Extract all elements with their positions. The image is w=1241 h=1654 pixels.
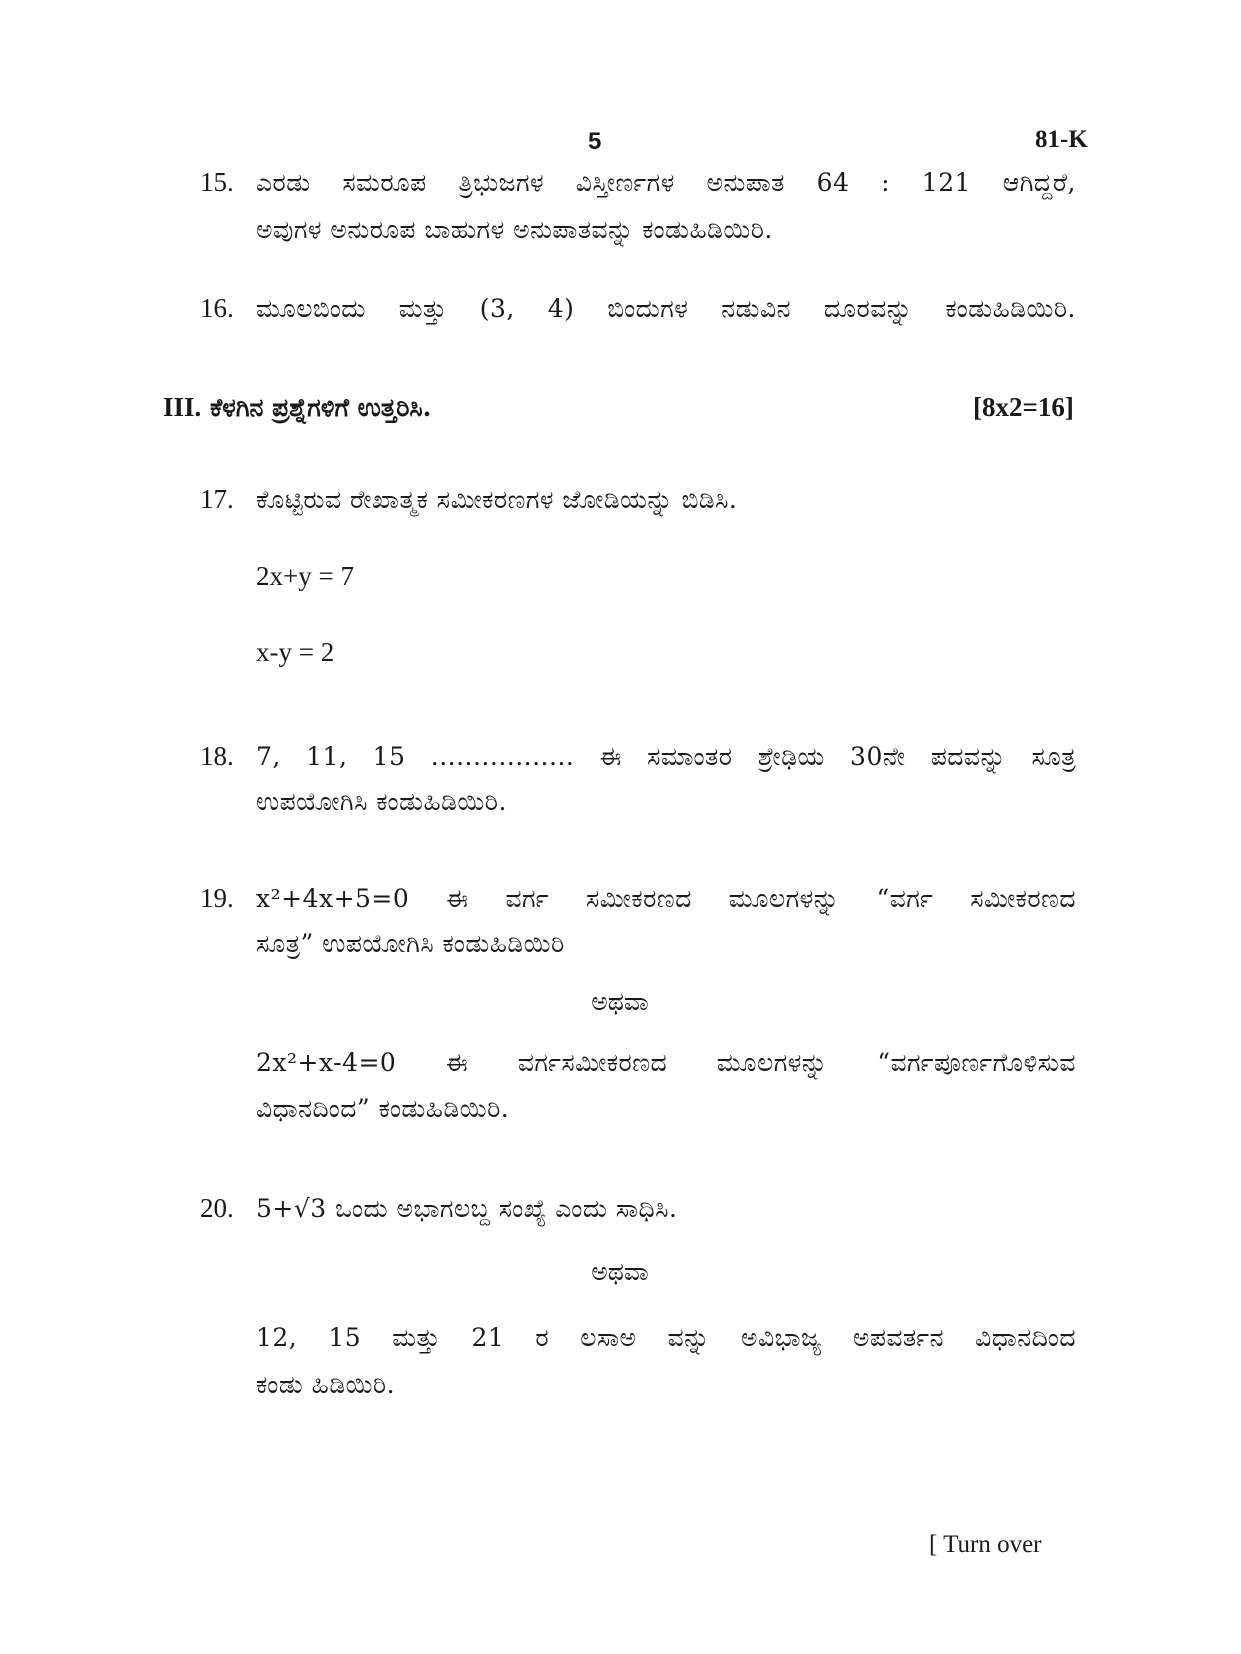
question-15-line-2: ಅವುಗಳ ಅನುರೂಪ ಬಾಹುಗಳ ಅನುಪಾತವನ್ನು ಕಂಡುಹಿಡಿಯಿರಿ. [256,215,773,244]
question-number-19: 19. [200,883,234,913]
or-separator-19: ಅಥವಾ [591,987,649,1016]
question-20-alt-line-2: ಕಂಡು ಹಿಡಿಯಿರಿ. [256,1370,396,1399]
question-19-line-1: x²+4x+5=0 ಈ ವರ್ಗ ಸಮೀಕರಣದ ಮೂಲಗಳನ್ನು “ವರ್ಗ ಸಮೀಕರಣದ [256,884,1076,913]
question-20-alt-line-1: 12, 15 ಮತ್ತು 21 ರ ಲಸಾಅ ವನ್ನು ಅವಿಭಾಜ್ಯ ಅಪವರ್ತನ ವಿಧಾನದಿಂದ [256,1323,1076,1352]
section-numeral: III. [163,392,202,422]
equation-2: x-y = 2 [256,637,335,667]
question-number-18: 18. [200,741,234,771]
question-18-line-2: ಉಪಯೋಗಿಸಿ ಕಂಡುಹಿಡಿಯಿರಿ. [256,787,507,816]
question-17-line-1: ಕೊಟ್ಟಿರುವ ರೇಖಾತ್ಮಕ ಸಮೀಕರಣಗಳ ಜೋಡಿಯನ್ನು ಬಿಡಿಸಿ. [256,485,738,514]
question-15-line-1: ಎರಡು ಸಮರೂಪ ತ್ರಿಭುಜಗಳ ವಿಸ್ತೀರ್ಣಗಳ ಅನುಪಾತ 64 : 121 ಆಗಿದ್ದರೆ, [256,168,1076,197]
question-number-17: 17. [200,484,234,514]
equation-1: 2x+y = 7 [256,561,354,591]
question-number-20: 20. [200,1193,234,1223]
turn-over-note: [ Turn over [929,1531,1042,1558]
section-marks: [8x2=16] [973,392,1074,422]
question-number-15: 15. [200,167,234,197]
question-20-line-1: 5+√3 ಒಂದು ಅಭಾಗಲಬ್ದ ಸಂಖ್ಯೆ ಎಂದು ಸಾಧಿಸಿ. [256,1194,678,1223]
question-19-alt-line-2: ವಿಧಾನದಿಂದ” ಕಂಡುಹಿಡಿಯಿರಿ. [256,1094,510,1123]
or-separator-20: ಅಥವಾ [591,1257,649,1286]
question-18-line-1: 7, 11, 15 ................. ಈ ಸಮಾಂತರ ಶ್ರೇಢಿಯ 30ನೇ ಪದವನ್ನು ಸೂತ್ರ [256,742,1076,771]
question-number-16: 16. [200,293,234,323]
paper-code: 81-K [1035,126,1088,153]
section-title: ಕೆಳಗಿನ ಪ್ರಶ್ನೆಗಳಿಗೆ ಉತ್ತರಿಸಿ. [210,393,432,422]
question-19-alt-line-1: 2x²+x-4=0 ಈ ವರ್ಗಸಮೀಕರಣದ ಮೂಲಗಳನ್ನು “ವರ್ಗಪೂರ್ಣಗೊಳಿಸುವ [256,1048,1076,1077]
page-number: 5 [588,128,602,155]
question-16-line-1: ಮೂಲಬಿಂದು ಮತ್ತು (3, 4) ಬಿಂದುಗಳ ನಡುವಿನ ದೂರವನ್ನು ಕಂಡುಹಿಡಿಯಿರಿ. [256,294,1076,323]
question-19-line-2: ಸೂತ್ರ” ಉಪಯೋಗಿಸಿ ಕಂಡುಹಿಡಿಯಿರಿ [256,929,565,958]
